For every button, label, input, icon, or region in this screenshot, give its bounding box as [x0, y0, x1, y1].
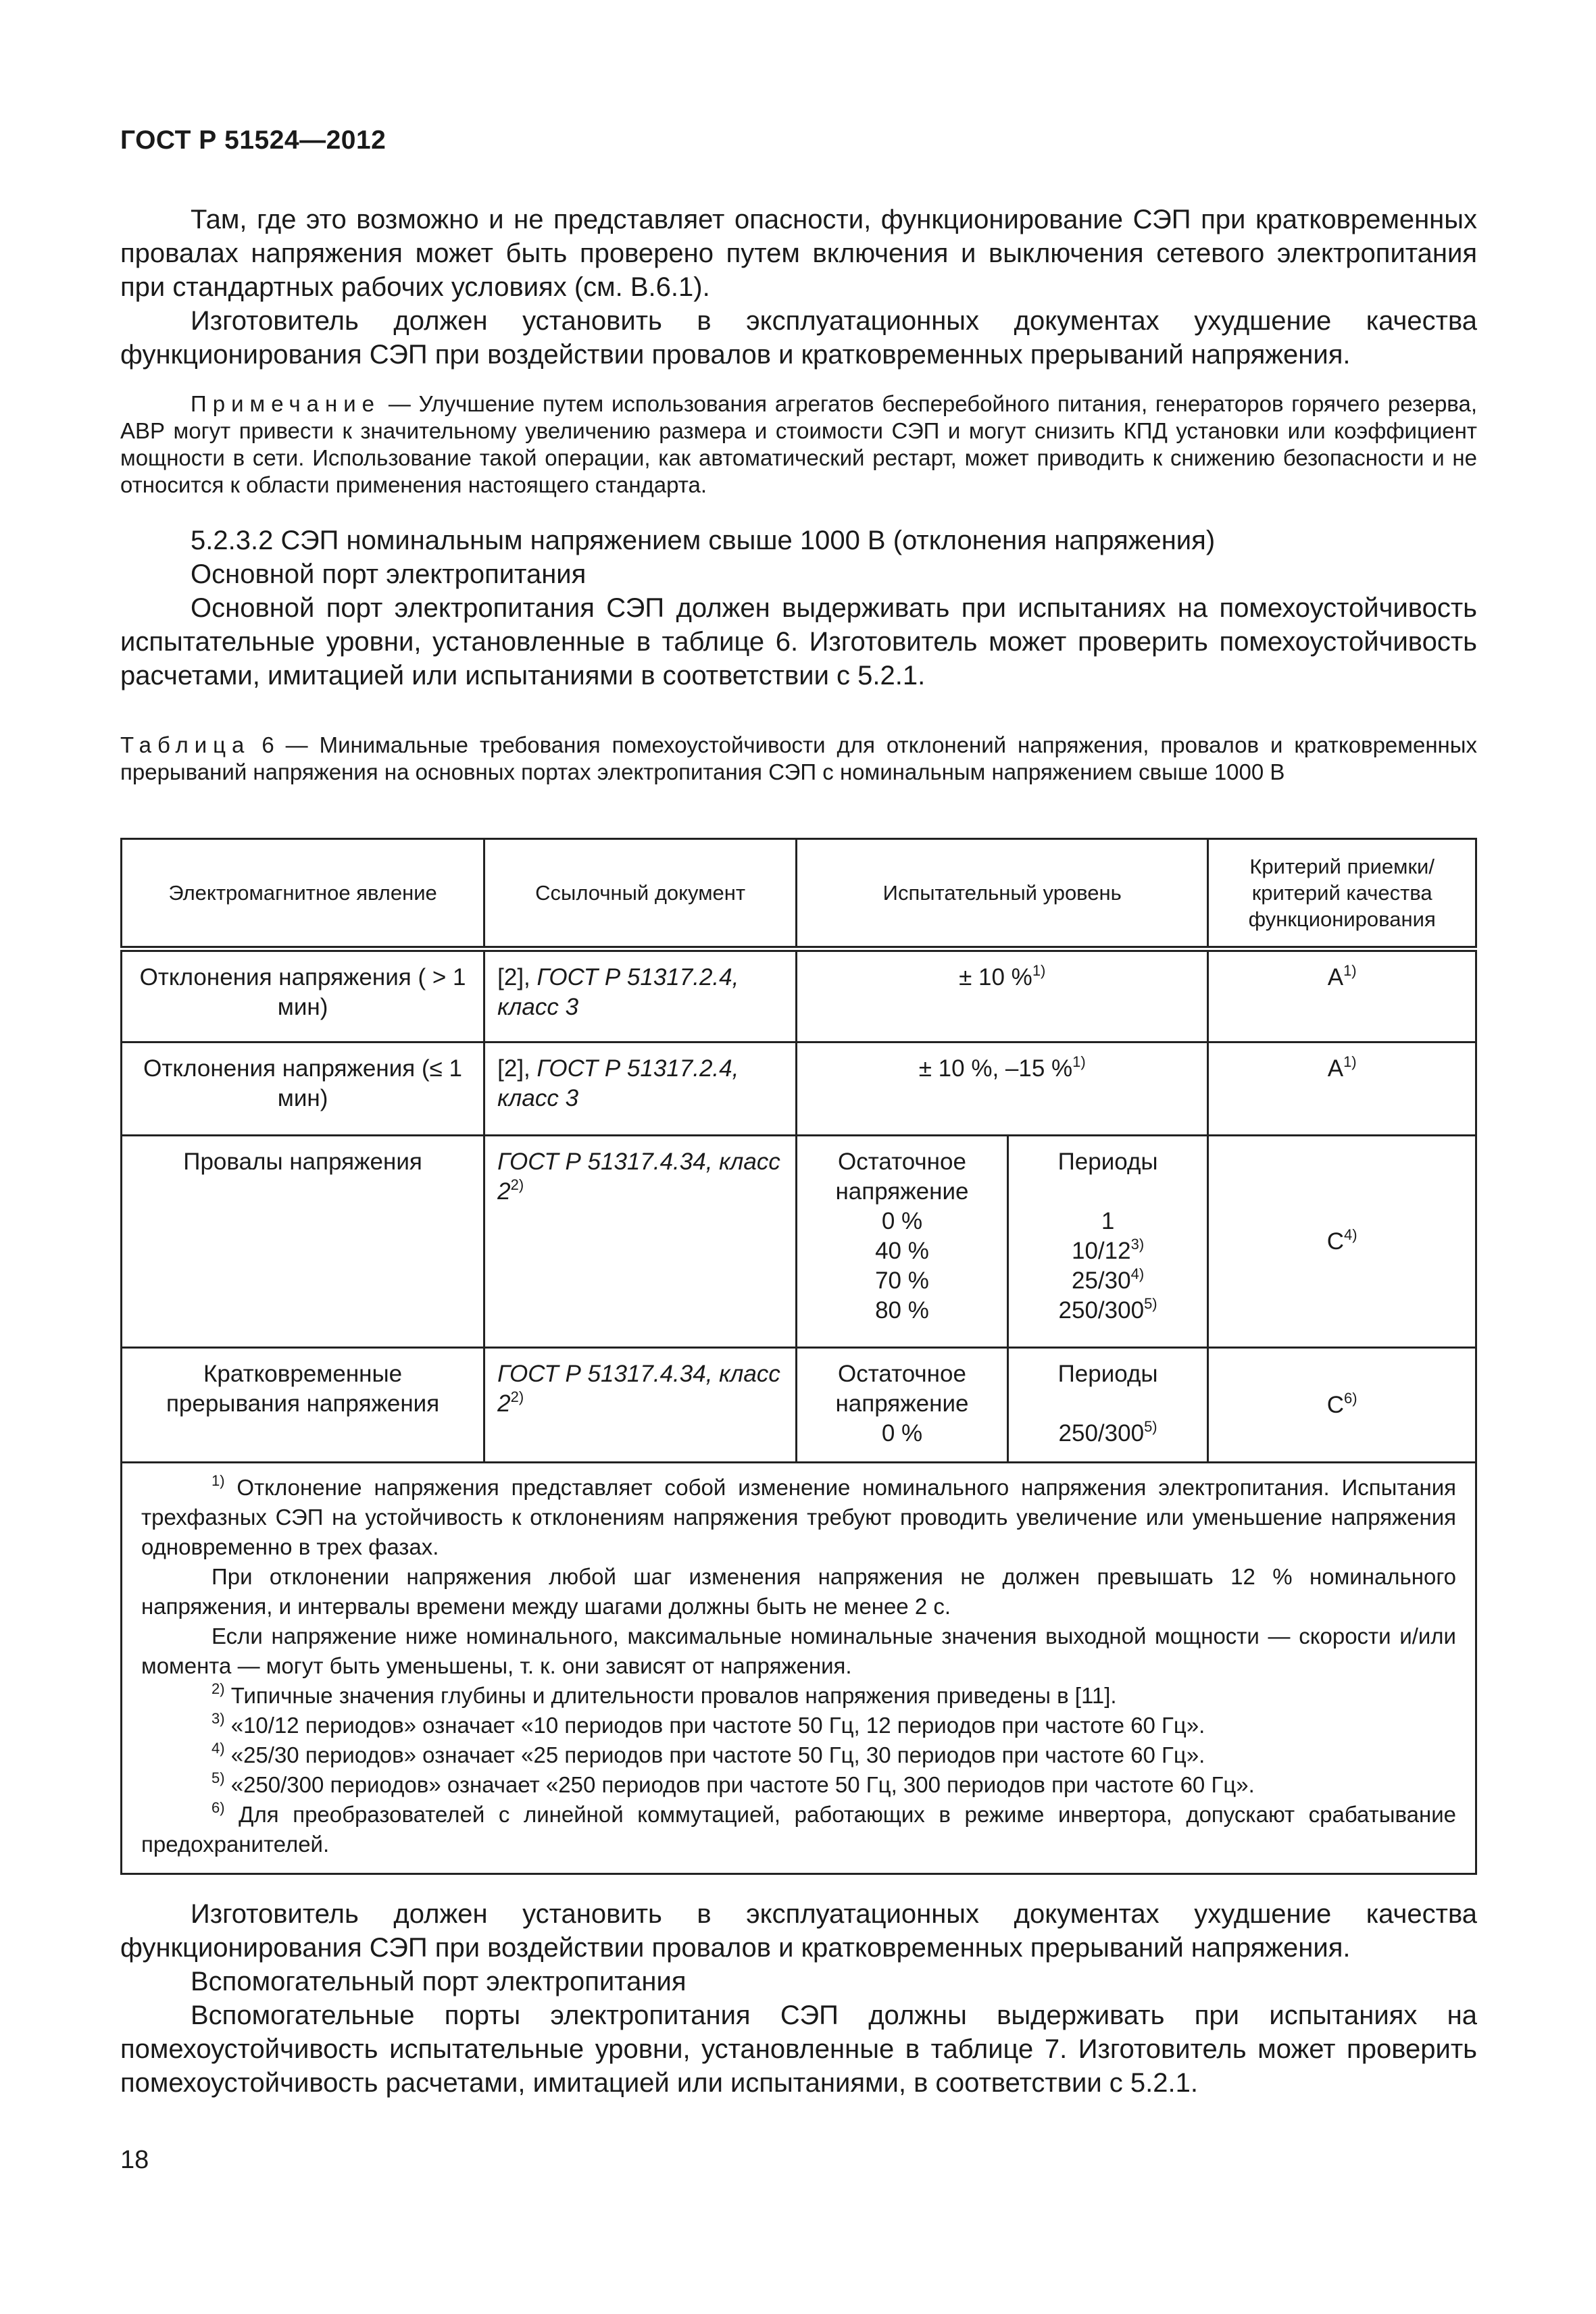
paragraph-5: Вспомогательные порты электропитания СЭП должны выдерживать при испытаниях на помехоустойчивость испытательные уровни, установленные в таблице 7. Изготовитель может проверить помехоустойчивость расчетами, имитацией или испытаниями, в соответствии с 5.2.1.: [120, 2001, 1477, 2098]
paragraph-1: Там, где это возможно и не представляет опасности, функционирование СЭП при кратковременных провалах напряжения может быть проверено путем включения и выключения сетевого электропитания при стандартных рабочих условиях (см. В.6.1).: [120, 205, 1477, 302]
header-test-level: Испытательный уровень: [797, 839, 1208, 949]
footnote-1b: При отклонении напряжения любой шаг изменения напряжения не должен превышать 12 % номинального напряжения, и интервалы времени между шагами должны быть не менее 2 с.: [141, 1564, 1456, 1619]
phenomenon-cell: Отклонения напряжения (≤ 1 мин): [122, 1042, 484, 1136]
paragraph-4: Изготовитель должен установить в эксплуатационных документах ухудшение качества функционирования СЭП при воздействии провалов и кратковременных прерываний напряжения.: [120, 1899, 1477, 1963]
header-criterion: Критерий приемки/ критерий качества функционирования: [1208, 839, 1476, 949]
page-number: 18: [120, 2146, 149, 2174]
intro-block: [120, 203, 1477, 372]
criterion-cell: $A^{1)}$: [1208, 1042, 1476, 1136]
table-row: [122, 949, 1476, 1042]
phenomenon-cell: Отклонения напряжения ( > 1 мин): [122, 949, 484, 1042]
footnote-4: $^{4)}$ «25/30 периодов» означает «25 периодов при частоте 50 Гц, 30 периодов при частоте 60 Гц».: [211, 1740, 1205, 1767]
document-header: ГОСТ Р 51524—2012: [120, 126, 386, 155]
note: [120, 391, 1477, 499]
paragraph-3: Основной порт электропитания СЭП должен выдерживать при испытаниях на помехоустойчивость испытательные уровни, установленные в таблице 6. Изготовитель может проверить помехоустойчивость расчетами, имитацией или испытаниями в соответствии с 5.2.1.: [120, 593, 1477, 690]
footnote-1: $^{1)}$ Отклонение напряжения представляет собой изменение номинального напряжения электропитания. Испытания трехфазных СЭП на устойчивость к отклонениям напряжения требуют проводить увеличение или уменьшение напряжения одновременно в трех фазах.: [141, 1472, 1456, 1559]
criterion-cell: $A^{1)}$: [1208, 949, 1476, 1042]
footnote-1c: Если напряжение ниже номинального, максимальные номинальные значения выходной мощности — скорости и/или момента — могут быть уменьшены, т. к. они зависят от напряжения.: [141, 1624, 1456, 1678]
periods-cell: Периоды 250/300$^{5)}$: [1007, 1348, 1208, 1463]
table-caption-text: 6 — Минимальные требования помехоустойчивости для отклонений напряжения, провалов и кратковременных прерываний напряжения на основных портах электропитания СЭП с номинальным напряжением свыше 1000 В: [120, 732, 1477, 784]
note-block: [120, 391, 1477, 499]
table-row: [122, 1136, 1476, 1348]
residual-voltage-cell: Остаточное напряжение 0 %: [797, 1348, 1008, 1463]
footnote-3: $^{3)}$ «10/12 периодов» означает «10 периодов при частоте 50 Гц, 12 периодов при частоте 60 Гц».: [211, 1710, 1205, 1738]
table-header-row: [122, 839, 1476, 949]
footnote-2: $^{2)}$ Типичные значения глубины и длительности провалов напряжения приведены в [11].: [211, 1680, 1117, 1708]
requirements-table: [120, 838, 1477, 1875]
table-footnotes: [122, 1463, 1476, 1874]
phenomenon-cell: Провалы напряжения: [122, 1136, 484, 1348]
periods-cell: Периоды 1 10/12$^{3)}$ 25/30$^{4)}$ 250/300$^{5)}$: [1007, 1136, 1208, 1348]
phenomenon-cell: Кратковременные прерывания напряжения: [122, 1348, 484, 1463]
table-row: [122, 1348, 1476, 1463]
footnote-5: $^{5)}$ «250/300 периодов» означает «250 периодов при частоте 50 Гц, 300 периодов при частоте 60 Гц».: [211, 1769, 1255, 1797]
header-phenomenon: Электромагнитное явление: [122, 839, 484, 949]
criterion-cell: $C^{4)}$: [1208, 1136, 1476, 1348]
note-label: Примечание: [191, 391, 381, 416]
level-cell: ± 10 %$^{1)}$: [797, 949, 1208, 1042]
footnote-6: $^{6)}$ Для преобразователей с линейной коммутацией, работающих в режиме инвертора, допускают срабатывание предохранителей.: [141, 1799, 1456, 1857]
level-cell: ± 10 %, –15 %$^{1)}$: [797, 1042, 1208, 1136]
footnotes-row: [122, 1463, 1476, 1874]
criterion-cell: $C^{6)}$: [1208, 1348, 1476, 1463]
subheading-main-port: Основной порт электропитания: [191, 559, 587, 589]
reference-cell: [2], ГОСТ Р 51317.2.4, класс 3: [484, 949, 797, 1042]
note-text: — Улучшение путем использования агрегатов бесперебойного питания, генераторов горячего резерва, АВР могут привести к значительному увеличению размера и стоимости СЭП и могут снизить КПД установки или коэффициент мощности в сети. Использование такой операции, как автоматический рестарт, может приводить к снижению безопасности и не относится к области применения настоящего стандарта.: [120, 391, 1477, 497]
header-reference: Ссылочный документ: [484, 839, 797, 949]
section-block: [120, 524, 1477, 693]
table-row: [122, 1042, 1476, 1136]
section-heading: 5.2.3.2 СЭП номинальным напряжением свыше 1000 В (отклонения напряжения): [191, 526, 1216, 555]
closing-block: [120, 1897, 1477, 2100]
reference-cell: ГОСТ Р 51317.4.34, класс 2$^{2)}$: [484, 1348, 797, 1463]
table-caption: [120, 732, 1477, 786]
table-label: Таблица: [120, 732, 251, 757]
residual-voltage-cell: Остаточное напряжение 0 % 40 % 70 % 80 %: [797, 1136, 1008, 1348]
reference-cell: [2], ГОСТ Р 51317.2.4, класс 3: [484, 1042, 797, 1136]
subheading-aux-port: Вспомогательный порт электропитания: [191, 1967, 687, 1996]
paragraph-2: Изготовитель должен установить в эксплуатационных документах ухудшение качества функционирования СЭП при воздействии провалов и кратковременных прерываний напряжения.: [120, 306, 1477, 370]
reference-cell: ГОСТ Р 51317.4.34, класс 2$^{2)}$: [484, 1136, 797, 1348]
